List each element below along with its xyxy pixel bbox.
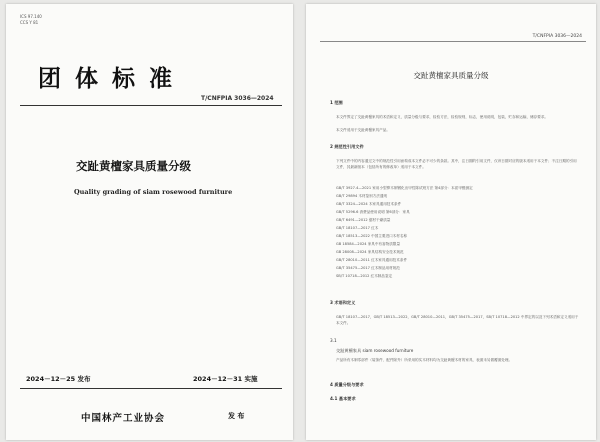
publisher-name: 中国林产工业协会 — [81, 413, 166, 424]
content-title: 交趾黄檀家具质量分级 — [413, 71, 489, 80]
reference-item: GB/T 28010—2011 红木家具通用技术条件 — [336, 258, 408, 262]
implement-date: 2024－12－31 实施 — [193, 375, 258, 383]
section-scope-text-2: 本文件适用于交趾黄檀家具产品。 — [336, 128, 390, 132]
term-name: 交趾黄檀家具 siam rosewood furniture — [336, 348, 414, 353]
section-terms-heading: 3 术语和定义 — [330, 300, 356, 305]
section-scope-text: 本文件界定了交趾黄檀家具的术语和定义，质量分级与要求，检验方法，检验规则，标志，使用说明，包装，贮存和运输，储存要求。 — [336, 115, 549, 119]
content-page — [306, 4, 596, 440]
reference-item: GB/T 18107—2017 红木 — [336, 226, 379, 230]
top-divider — [20, 105, 282, 106]
page-header-code: T/CNFPIA 3036—2024 — [532, 34, 582, 39]
standard-type-title: 团体标准 — [38, 66, 186, 92]
reference-item: GB/T 29894 木材鉴别方法通则 — [336, 194, 388, 198]
section-terms-text: GB/T 18107—2017，GB/T 18513—2022，GB/T 28010—2011，GB/T 35475—2017，SB/T 10718—2012 中界定的以及下列术语和定义适用于本文件。 — [336, 315, 579, 326]
subsection-basic-heading: 4.1 基本要求 — [330, 396, 356, 401]
document-title: 交趾黄檀家具质量分级 — [76, 159, 191, 173]
ccs-code: CCS Y 81 — [20, 20, 39, 25]
bottom-divider — [20, 388, 282, 389]
section-refs-text: 下列文件中的内容通过文中的规范性引用而构成本文件必不可少的条款。其中，注日期的引用文件，仅该日期对应的版本适用于本文件；不注日期的引用文件，其最新版本（包括所有的修改单）适用于本文件。 — [336, 159, 577, 170]
document-title-en: Quality grading of siam rosewood furniture — [74, 188, 233, 196]
reference-item: GB/T 5296.6 消费品使用说明 第6部分：家具 — [336, 210, 410, 214]
ics-code: ICS 97.140 — [20, 14, 42, 19]
issue-date: 2024－12－25 发布 — [26, 375, 91, 383]
cover-page — [6, 4, 293, 440]
reference-item: GB/T 6491—2012 锯材干燥质量 — [336, 218, 391, 222]
term-number: 3.1 — [330, 338, 337, 343]
section-grading-heading: 4 质量分级与要求 — [330, 382, 364, 387]
header-rule — [320, 41, 586, 42]
reference-item: GB/T 18513—2022 中国主要进口木材名称 — [336, 234, 408, 238]
publish-label: 发 布 — [228, 412, 245, 420]
reference-item: GB/T 35475—2017 红木制品用材规范 — [336, 266, 400, 270]
section-scope-heading: 1 范围 — [330, 100, 343, 105]
reference-item: GB 18584—2024 家具中有害物质限量 — [336, 242, 401, 246]
reference-item: GB 28008—2024 家具结构安全技术规范 — [336, 250, 404, 254]
term-definition: 产品所有木制零部件（装饰件、配件除外）所采用的实木材料均为交趾黄檀木材的家具，表面未另做覆面处理。 — [336, 358, 513, 362]
reference-item: GB/T 3324—2024 木家具通用技术条件 — [336, 202, 402, 206]
reference-item: GB/T 3927.4—2021 家用小型棒木制钢化出甲性陈试班方法 第4部分：本质甲醛测定 — [336, 186, 473, 190]
standard-code: T/CNFPIA 3036—2024 — [201, 95, 274, 102]
section-refs-heading: 2 规范性引用文件 — [330, 144, 364, 149]
reference-item: SB/T 10718—2012 红木制品鉴定 — [336, 274, 393, 278]
